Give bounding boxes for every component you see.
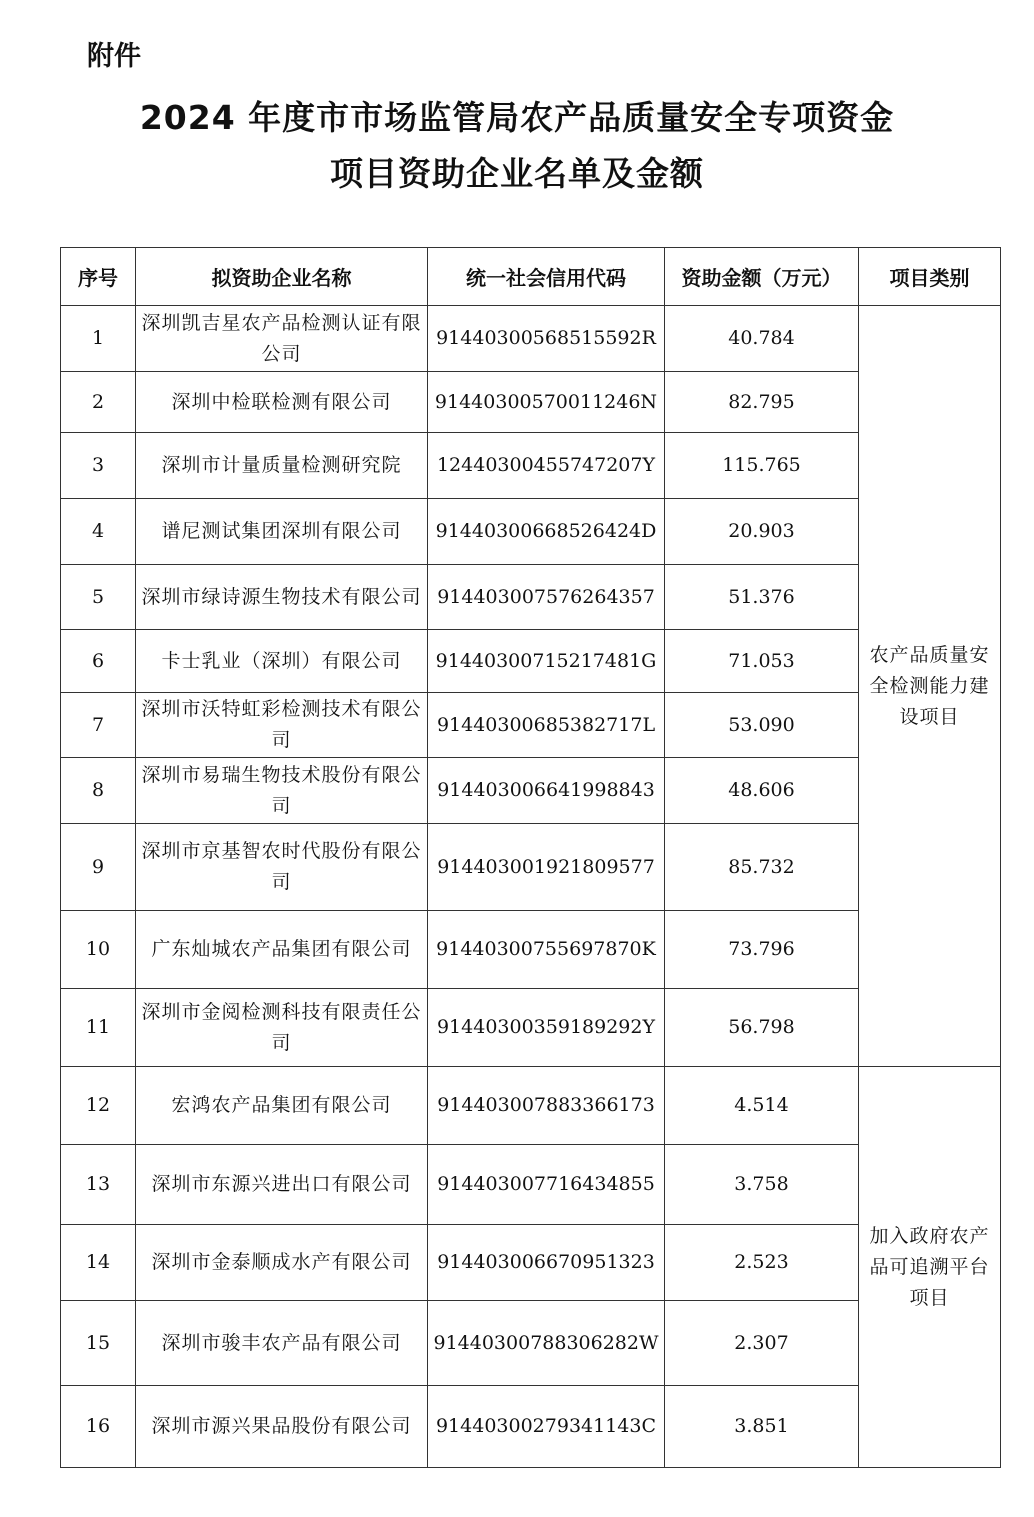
row-serial-no: 7 <box>61 693 136 758</box>
row-serial-no: 15 <box>61 1301 136 1386</box>
category-cell-traceability: 加入政府农产品可追溯平台项目 <box>859 1067 1001 1468</box>
row-credit-code: 91440300359189292Y <box>428 989 665 1067</box>
row-credit-code: 91440300755697870K <box>428 911 665 989</box>
header-serial-no: 序号 <box>61 248 136 306</box>
row-funding-amount: 51.376 <box>665 565 859 630</box>
page-title-line-1: 2024 年度市市场监管局农产品质量安全专项资金 <box>139 98 895 137</box>
row-funding-amount: 3.758 <box>665 1145 859 1225</box>
table-row <box>61 1067 1001 1145</box>
row-serial-no: 6 <box>61 630 136 693</box>
row-serial-no: 8 <box>61 758 136 824</box>
row-company-name: 深圳市源兴果品股份有限公司 <box>136 1386 428 1468</box>
row-funding-amount: 2.523 <box>665 1225 859 1301</box>
row-credit-code: 914403007576264357 <box>428 565 665 630</box>
row-funding-amount: 53.090 <box>665 693 859 758</box>
row-company-name: 宏鸿农产品集团有限公司 <box>136 1067 428 1145</box>
row-funding-amount: 40.784 <box>665 306 859 372</box>
row-company-name: 谱尼测试集团深圳有限公司 <box>136 499 428 565</box>
row-credit-code: 91440300715217481G <box>428 630 665 693</box>
row-credit-code: 12440300455747207Y <box>428 433 665 499</box>
row-credit-code: 914403007883366173 <box>428 1067 665 1145</box>
row-serial-no: 1 <box>61 306 136 372</box>
row-funding-amount: 73.796 <box>665 911 859 989</box>
row-company-name: 深圳中检联检测有限公司 <box>136 372 428 433</box>
table-header-row <box>61 248 1001 306</box>
row-credit-code: 91440300788306282W <box>428 1301 665 1386</box>
row-company-name: 深圳凯吉星农产品检测认证有限公司 <box>136 306 428 372</box>
row-credit-code: 914403001921809577 <box>428 824 665 911</box>
row-serial-no: 5 <box>61 565 136 630</box>
row-serial-no: 9 <box>61 824 136 911</box>
row-serial-no: 16 <box>61 1386 136 1468</box>
row-serial-no: 10 <box>61 911 136 989</box>
page-title-line-2: 项目资助企业名单及金额 <box>330 154 704 193</box>
row-company-name: 深圳市沃特虹彩检测技术有限公司 <box>136 693 428 758</box>
row-company-name: 深圳市金泰顺成水产有限公司 <box>136 1225 428 1301</box>
row-credit-code: 91440300685382717L <box>428 693 665 758</box>
header-project-category: 项目类别 <box>859 248 1001 306</box>
row-company-name: 广东灿城农产品集团有限公司 <box>136 911 428 989</box>
row-credit-code: 91440300568515592R <box>428 306 665 372</box>
row-credit-code: 91440300570011246N <box>428 372 665 433</box>
row-credit-code: 914403006670951323 <box>428 1225 665 1301</box>
row-company-name: 深圳市计量质量检测研究院 <box>136 433 428 499</box>
row-funding-amount: 115.765 <box>665 433 859 499</box>
row-serial-no: 3 <box>61 433 136 499</box>
row-funding-amount: 48.606 <box>665 758 859 824</box>
header-credit-code: 统一社会信用代码 <box>428 248 665 306</box>
row-company-name: 深圳市易瑞生物技术股份有限公司 <box>136 758 428 824</box>
row-funding-amount: 2.307 <box>665 1301 859 1386</box>
row-funding-amount: 4.514 <box>665 1067 859 1145</box>
header-company-name: 拟资助企业名称 <box>136 248 428 306</box>
row-funding-amount: 20.903 <box>665 499 859 565</box>
category-cell-inspection: 农产品质量安全检测能力建设项目 <box>859 306 1001 1067</box>
row-serial-no: 13 <box>61 1145 136 1225</box>
row-credit-code: 914403006641998843 <box>428 758 665 824</box>
row-credit-code: 91440300279341143C <box>428 1386 665 1468</box>
row-serial-no: 2 <box>61 372 136 433</box>
row-serial-no: 11 <box>61 989 136 1067</box>
row-funding-amount: 56.798 <box>665 989 859 1067</box>
row-company-name: 深圳市骏丰农产品有限公司 <box>136 1301 428 1386</box>
row-funding-amount: 3.851 <box>665 1386 859 1468</box>
row-funding-amount: 82.795 <box>665 372 859 433</box>
row-serial-no: 14 <box>61 1225 136 1301</box>
attachment-label: 附件 <box>87 41 141 72</box>
row-funding-amount: 85.732 <box>665 824 859 911</box>
row-credit-code: 914403007716434855 <box>428 1145 665 1225</box>
row-company-name: 深圳市金阅检测科技有限责任公司 <box>136 989 428 1067</box>
row-company-name: 深圳市东源兴进出口有限公司 <box>136 1145 428 1225</box>
row-credit-code: 91440300668526424D <box>428 499 665 565</box>
row-serial-no: 12 <box>61 1067 136 1145</box>
row-company-name: 深圳市京基智农时代股份有限公司 <box>136 824 428 911</box>
table-row <box>61 306 1001 372</box>
row-funding-amount: 71.053 <box>665 630 859 693</box>
funding-table <box>60 247 1001 1468</box>
row-serial-no: 4 <box>61 499 136 565</box>
row-company-name: 卡士乳业（深圳）有限公司 <box>136 630 428 693</box>
header-funding-amount: 资助金额（万元） <box>665 248 859 306</box>
row-company-name: 深圳市绿诗源生物技术有限公司 <box>136 565 428 630</box>
